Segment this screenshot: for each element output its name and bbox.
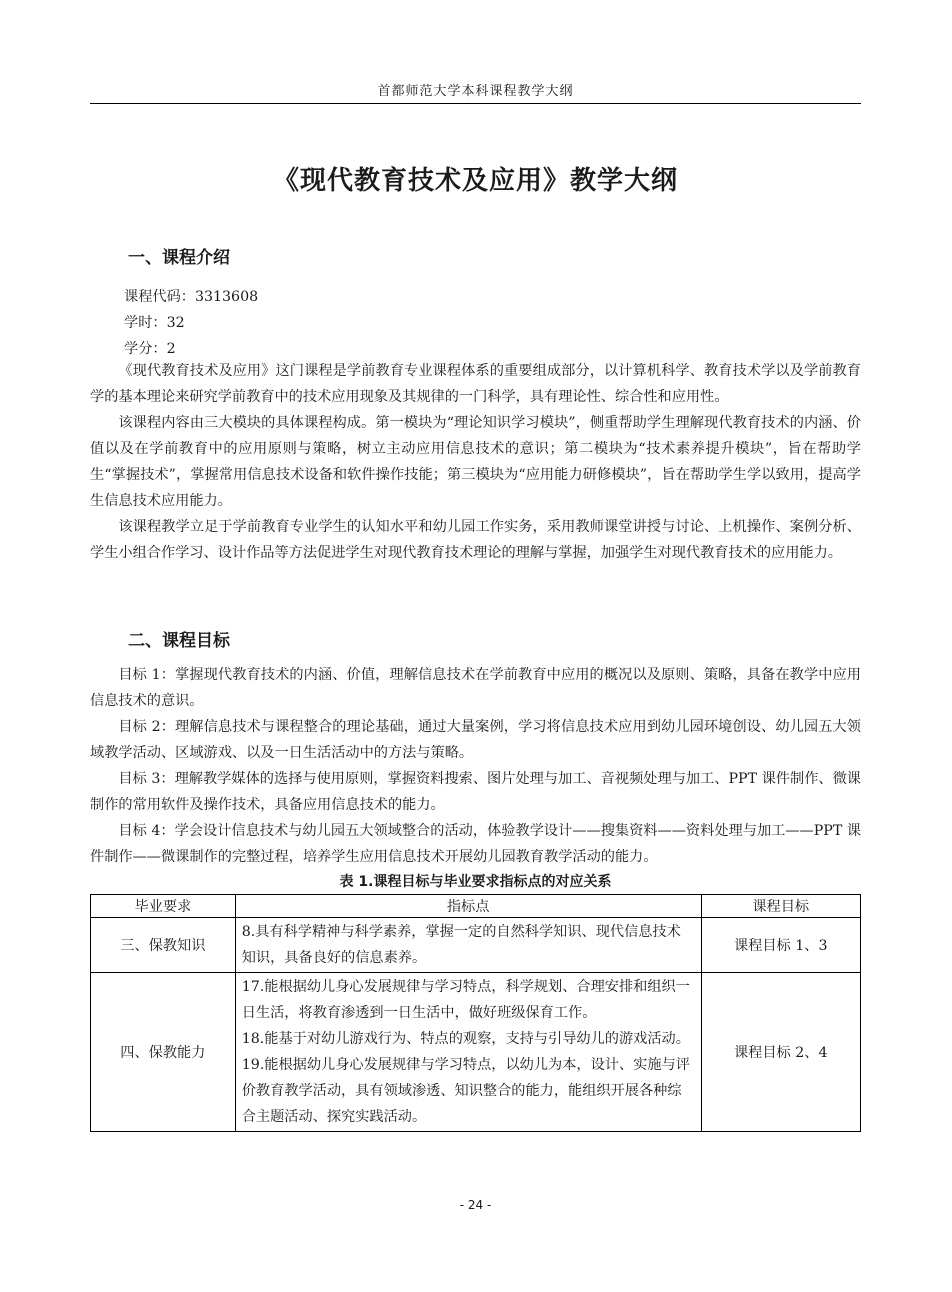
page-number: - 24 - [459,1198,492,1212]
intro-paragraph: 该课程教学立足于学前教育专业学生的认知水平和幼儿园工作实务，采用教师课堂讲授与讨论、上机操作、案例分析、学生小组合作学习、设计作品等方法促进学生对现代教育技术理论的理解与掌握，加强学生对现代教育技术的应用能力。 [90,519,861,561]
indicator-cell [235,973,701,1132]
column-header: 课程目标 [701,895,861,918]
requirement-cell: 四、保教能力 [91,973,236,1132]
goal-paragraph: 目标 3：理解教学媒体的选择与使用原则，掌握资料搜索、图片处理与加工、音视频处理与加工、PPT 课件制作、微课制作的常用软件及操作技术，具备应用信息技术的能力。 [90,771,861,813]
indicator-item: 19.能根据幼儿身心发展规律与学习特点，以幼儿为本，设计、实施与评价教育教学活动，具有领域渗透、知识整合的能力，能组织开展各种综合主题活动、探究实践活动。 [241,1057,690,1125]
header-rule [90,103,861,104]
intro-paragraph: 《现代教育技术及应用》这门课程是学前教育专业课程体系的重要组成部分，以计算机科学、教育技术学以及学前教育学的基本理论来研究学前教育中的技术应用现象及其规律的一门科学，具有理论性、综合性和应用性。 [90,363,861,405]
table-caption: 表 1.课程目标与毕业要求指标点的对应关系 [339,874,612,890]
indicator-item: 18.能基于对幼儿游戏行为、特点的观察，支持与引导幼儿的游戏活动。 [241,1031,690,1047]
indicator-item: 8.具有科学精神与科学素养，掌握一定的自然科学知识、现代信息技术知识，具备良好的信息素养。 [241,924,681,966]
requirement-cell: 三、保教知识 [91,918,236,973]
goal-paragraph: 目标 2：理解信息技术与课程整合的理论基础，通过大量案例，学习将信息技术应用到幼儿园环境创设、幼儿园五大领域教学活动、区域游戏、以及一日生活活动中的方法与策略。 [90,719,861,761]
course-credits: 学分：2 [124,341,176,357]
section-heading-intro: 一、课程介绍 [128,248,230,268]
goal-paragraph: 目标 1：掌握现代教育技术的内涵、价值，理解信息技术在学前教育中应用的概况以及原则、策略，具备在教学中应用信息技术的意识。 [90,667,861,709]
requirements-table [90,894,861,1132]
goal-cell: 课程目标 2、4 [701,973,861,1132]
section-heading-goals: 二、课程目标 [128,631,230,651]
column-header: 指标点 [235,895,701,918]
goals-body [90,662,861,870]
table-row [91,918,861,973]
course-hours: 学时：32 [124,315,185,331]
table-row [91,973,861,1132]
indicator-cell [235,918,701,973]
table-header-row [91,895,861,918]
intro-paragraph: 该课程内容由三大模块的具体课程构成。第一模块为“理论知识学习模块”，侧重帮助学生理解现代教育技术的内涵、价值以及在学前教育中的应用原则与策略，树立主动应用信息技术的意识；第二模块为“技术素养提升模块”，旨在帮助学生“掌握技术”，掌握常用信息技术设备和软件操作技能；第三模块为“应用能力研修模块”，旨在帮助学生学以致用，提高学生信息技术应用能力。 [90,415,861,509]
indicator-item: 17.能根据幼儿身心发展规律与学习特点，科学规划、合理安排和组织一日生活，将教育渗透到一日生活中，做好班级保育工作。 [241,979,690,1021]
running-header: 首都师范大学本科课程教学大纲 [377,84,574,99]
course-code: 课程代码：3313608 [124,289,259,305]
document-title: 《现代教育技术及应用》教学大纲 [272,166,678,196]
course-meta [124,284,258,362]
column-header: 毕业要求 [91,895,236,918]
goal-cell: 课程目标 1、3 [701,918,861,973]
intro-body [90,358,861,566]
goal-paragraph: 目标 4：学会设计信息技术与幼儿园五大领域整合的活动，体验教学设计——搜集资料——资料处理与加工——PPT 课件制作——微课制作的完整过程，培养学生应用信息技术开展幼儿园教育教学活动的能力。 [90,823,861,865]
